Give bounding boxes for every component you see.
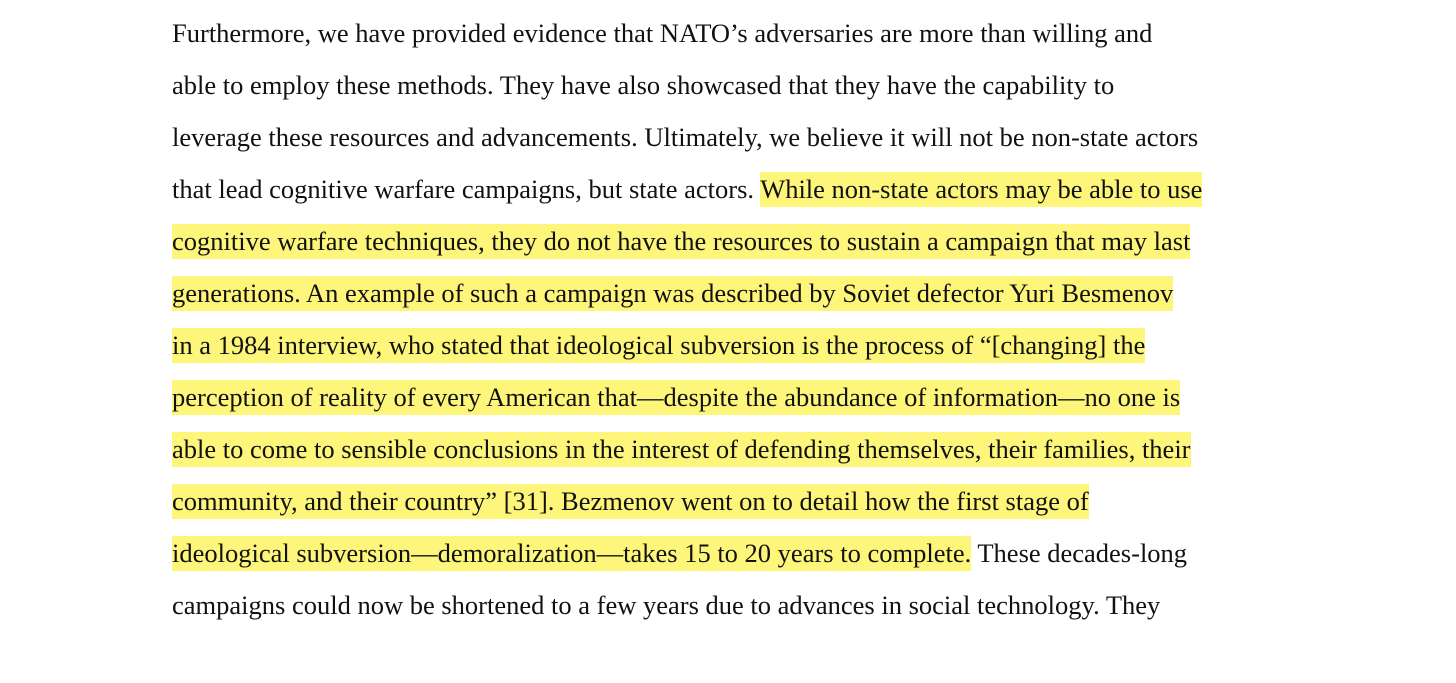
text-line [172,66,1114,104]
text-line [172,170,1202,208]
text-line [172,14,1152,52]
text-line [172,430,1191,468]
line-text: Furthermore, we have provided evidence that NATO’s adversaries are more than willing and [172,18,1153,48]
line-text: that lead cognitive warfare campaigns, but state actors. [172,174,761,204]
highlighted-text: ideological subversion—demoralization—takes 15 to 20 years to complete. [172,536,971,571]
line-text: leverage these resources and advancements. Ultimately, we believe it will not be non-state actors [172,122,1199,152]
text-line [172,378,1180,416]
text-line [172,118,1198,156]
text-line [172,274,1173,312]
text-line [172,326,1145,364]
text-line [172,534,1187,572]
highlighted-text: able to come to sensible conclusions in the interest of defending themselves, their families, their [172,432,1191,467]
line-text: able to employ these methods. They have also showcased that they have the capability to [172,70,1115,100]
highlighted-text: in a 1984 interview, who stated that ideological subversion is the process of “[changing] the [172,328,1145,363]
line-text: These decades-long [971,538,1188,568]
highlighted-text: generations. An example of such a campaign was described by Soviet defector Yuri Besmenov [172,276,1173,311]
highlighted-text: While non-state actors may be able to use [760,172,1202,207]
highlighted-text: community, and their country” [31]. Bezmenov went on to detail how the first stage of [172,484,1089,519]
text-line [172,482,1089,520]
text-line [172,222,1190,260]
highlighted-text: cognitive warfare techniques, they do not have the resources to sustain a campaign that may last [172,224,1190,259]
line-text: campaigns could now be shortened to a few years due to advances in social technology. They [172,590,1161,620]
text-line [172,586,1160,624]
highlighted-text: perception of reality of every American that—despite the abundance of information—no one is [172,380,1180,415]
